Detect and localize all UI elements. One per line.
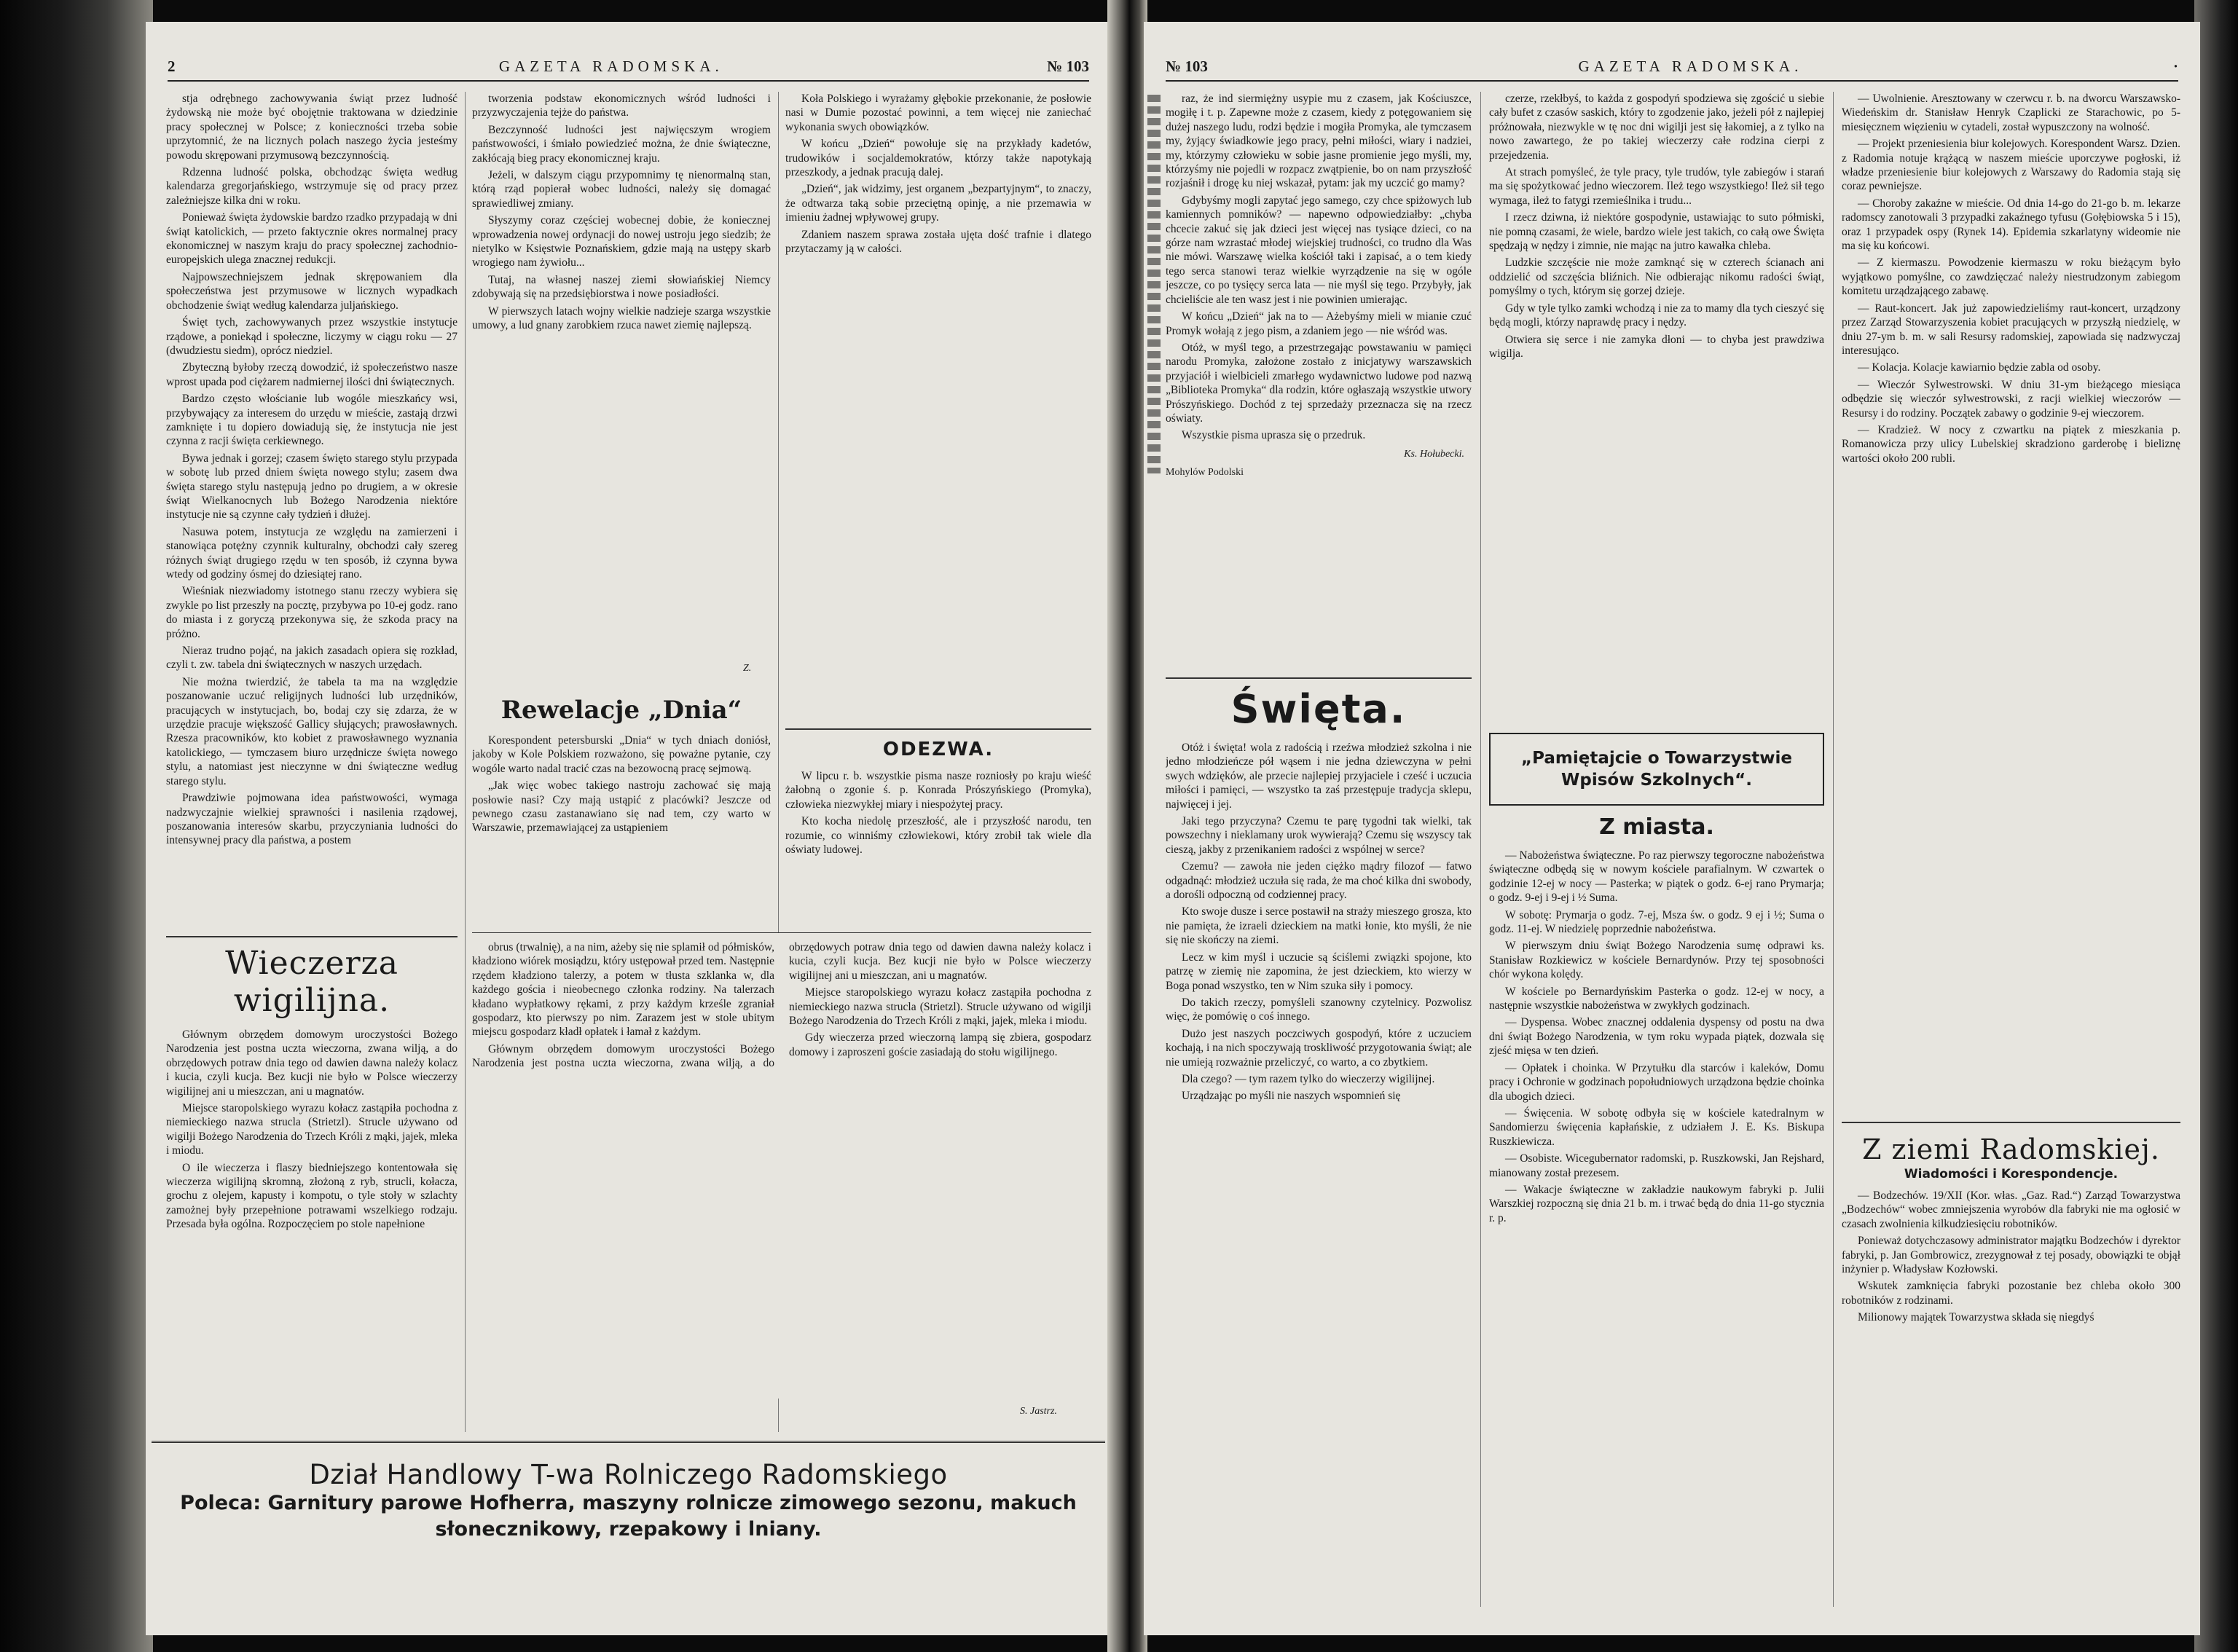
paragraph: Wieśniak niezwiadomy istotnego stanu rzeczy wybiera się zwykle po list przeszły na pocztę, przybywa po 10-ej godz. rano do miasta i z goryczą przekonywa się, że szkoda pracy na próżno. [166, 585, 458, 640]
paragraph: W końcu „Dzień“ jak na to — Ażebyśmy mieli w mianie czuć Promyk wołają z jego pism, a zdaniem jego — nie wśród was. [1166, 310, 1472, 337]
paragraph: Kto kocha niedolę przeszłość, ale i przyszłość narodu, ten rozumie, co winniśmy człowiekowi, który zrobił tak wiele dla oświaty ludowej. [785, 815, 1091, 857]
paragraph: „Jak więc wobec takiego nastroju zachować się mają posłowie nasi? Czy mają ustąpić z placówki? Jeszcze od pewnego czasu zastanawiano się nad tem, czy warto w Warszawie, przemawiającej za ustąpieniem [472, 779, 771, 835]
paragraph: Czemu? — zawoła nie jeden ciężko mądry filozof — fatwo odgadnąć: młodzież uczuła się rada, że ma choć kilka dni swobody, a dorośli odpoczną od codziennej pracy. [1166, 860, 1472, 902]
left-page [146, 22, 1111, 1635]
paragraph: Zbyteczną byłoby rzeczą dowodzić, iż społeczeństwo nasze wprost upada pod ciężarem nadmiernej ilości dni świątecznych. [166, 361, 458, 388]
issue-number: № 103 [1166, 57, 1208, 75]
paragraph: Dużo jest naszych poczciwych gospodyń, które z uczuciem kochają, i na nich spoczywają troskliwość przygotowania świąt; ale nie umieją rozważnie przeliczyć, co warto, a co zbytkiem. [1166, 1027, 1472, 1069]
headline-z-ziemi: Z ziemi Radomskiej. [1862, 1133, 2160, 1165]
paragraph: Jaki tego przyczyna? Czemu te parę tygodni tak wielki, tak powszechny i nieklamany urok wywierają? Czemu się wszyscy tak cieszą, jakby z przenikaniem radości z wspólnej w serce? [1166, 815, 1472, 856]
news-item: — Z kiermaszu. Powodzenie kiermaszu w roku bieżącym było wyjątkowo pomyślne, co zawdzięczać należy niestrudzonym zabiegom komitetu urządzającego zabawę. [1842, 256, 2180, 298]
paragraph: W lipcu r. b. wszystkie pisma nasze rozniosły po kraju wieść żałobną o zgonie ś. p. Konrada Prószyńskiego (Promyka), człowieka niezwykłej miary i niespożytej pracy. [785, 770, 1091, 811]
odezwa-article [785, 721, 1091, 925]
column-rule [1480, 92, 1481, 1607]
news-item: — Święcenia. W sobotę odbyła się w kościele katedralnym w Sandomierzu święcenia kapłańskie, z udziałem J. E. Ks. Biskupa Ruszkiewicza. [1489, 1106, 1824, 1148]
paragraph: Gdybyśmy mogli zapytać jego samego, czy chce spiżowych lub kamiennych pomników? — napewno odpowiedziałby: „chyba chcecie zakuć się jak dzieci jest więcej nas tysiące dzieci, co na górze nam wzrastać młodej wiejskiej trudności, co trudno dla Was nie mówi. Warszawę wielka kościół taki i zapisać, a o tem kiedy tego serca stanowi teraz wielkie wyrządzenie na się w ogóle jeszcze, co po tysięcy serca lata — nie myśl się tego. Przybyły, jak chcieliście ale ten wasz jest i nie powinien umierając. [1166, 194, 1472, 306]
left-running-head [168, 57, 1089, 82]
book-edge-right [2194, 0, 2238, 1652]
article-continued [166, 92, 458, 848]
paragraph: Tutaj, na własnej naszej ziemi słowiańskiej Niemcy zdobywają się na przedsiębiorstwa i nowe posiadłości. [472, 273, 771, 301]
paragraph: Urządzając po myśli nie naszych wspomnień się [1182, 1090, 1401, 1103]
paragraph: raz, że ind siermiężny usypie mu z czasem, jak Kościuszce, mogiłę i t. p. Zapewne może z czasem, kiedy z potęgowaniem się dużej naszego ludu, rodzi będzie i mogiła Promyka, ale tymczasem my, żyjący świadkowie jego pracy, pełni miłości, wiary i nadziei, my, którzymy człowieku w sobie jasne promienie jego myśli, my, którzyśmy nie pojedli w rozpacz zwątpienie, bo on nam przyszłość rozjaśnił i drogę ku niej wskazał, pytam: jak my uczcić go mamy? [1166, 93, 1472, 190]
news-item: — Osobiste. Wicegubernator radomski, p. Ruszkowski, Jan Rejshard, mianowany został prezesem. [1489, 1152, 1824, 1179]
right-column-3 [1842, 92, 2180, 1097]
paragraph: Rdzenna ludność polska, obchodząc święta według kalendarza gregorjańskiego, wstrzymuje się od pracy przez zależniejsze kilka dni w roku. [166, 166, 458, 207]
news-item: — Wieczór Sylwestrowski. W dniu 31-ym bieżącego miesiąca odbędzie się wieczór sylwestrowski, z racji wielkiej wieczorów — Resursy i do rodziny. Początek zabawy o godzinie 9-ej wieczorem. [1842, 378, 2180, 420]
news-item: Ponieważ dotychczasowy administrator majątku Bodzechów i dyrektor fabryki, p. Jan Gombrowicz, zrezygnował z tej posady, obowiązki te objął inżynier p. Władysław Kozłowski. [1842, 1235, 2180, 1276]
paragraph: Nie można twierdzić, że tabela ta ma na względzie poszanowanie uczuć religijnych ludności lub urzędników, pracujących w instytucjach, bo, bodaj czy się zdarza, że w urzędzie pracuje większość Gallicy słujących; prawosławnych. Rzesza pracowników, kto kobiet z prawosławnego wyznania katolickiego, — tymczasem biuro urzędnicze święta nowego stylu, a natomiast jest nieczynne w dni świąteczne według starego stylu. [166, 675, 458, 787]
z-ziemi-article [1842, 1122, 2180, 1595]
rewelacje-signature: Z. [743, 663, 752, 674]
paragraph: Ludzkie szczęście nie może zamknąć się w czterech ścianach ani oddzielić od szczęścia bliźnich. Nie odbierając nikomu radości świąt, pomyślmy o tych, którym się gorzej dzieje. [1489, 256, 1824, 298]
advertisement [152, 1441, 1105, 1616]
pamietajcie-line-2: Wpisów Szkolnych“. [1560, 771, 1752, 790]
news-item: — Raut-koncert. Jak już zapowiedzieliśmy raut-koncert, urządzony przez Zarząd Stowarzyszenia kobiet pracujących w przyszłą niedzielę, w dniu 27-ym b. m. w sali Resursy radomskiej, zapowiada się nadzwyczaj interesująco. [1842, 302, 2180, 357]
ad-title: Dział Handlowy T-wa Rolniczego Radomskiego [309, 1459, 948, 1490]
paragraph: Nieraz trudno pojąć, na jakich zasadach opiera się rozkład, czyli t. zw. tabela dni świątecznych w naszych urzędach. [166, 645, 458, 672]
paragraph: Gdy w tyle tylko zamki wchodzą i nie za to mamy dla tych cieszyć się będą mogli, którzy naprawdę pracy i nędzy. [1489, 302, 1824, 329]
pamietajcie-line-1: „Pamiętajcie o Towarzystwie [1521, 749, 1792, 768]
paragraph: tworzenia podstaw ekonomicznych wśród ludności i przyzwyczajenia tejże do państwa. [472, 93, 771, 119]
swieta-article [1166, 677, 1472, 1595]
headline-wieczerza: Wieczerza wigilijna. [166, 936, 458, 1019]
news-item: Wskutek zamknięcia fabryki pozostanie bez chleba około 300 robotników z rodzinami. [1842, 1280, 2180, 1307]
ad-line-2: słonecznikowy, rzepakowy i lniany. [435, 1518, 822, 1541]
signature: Ks. Hołubecki. [1404, 448, 1464, 460]
paragraph: I rzecz dziwna, iż niektóre gospodynie, ustawiając to suto półmiski, nie pomną czasami, że wiele, bardzo wiele jest takich, co całą owe Święta spędzają w nędzy i zimnie, nie mając na jutro kawałka chleba. [1489, 211, 1824, 253]
paragraph: „Dzień“, jak widzimy, jest organem „bezpartyjnym“, to znaczy, że odtwarza taką sobie przeciętną opinję, a nie przemawia w imieniu żadnej wpływowej grupy. [785, 183, 1091, 224]
paragraph: Ponieważ święta żydowskie bardzo rzadko przypadają w dni świąt katolickich, — przeto faktycznie okres normalnej pracy ekonomicznej w naszym kraju do pracy społecznej zachodnio-europejskich ulega znacznej redukcji. [166, 211, 458, 267]
paragraph: Kto swoje dusze i serce postawił na straży mieszego grosza, kto nie pamięta, że izraeli dzieckiem na matki łonie, kto myśli, że nie się nie skończy na ziemi. [1166, 905, 1472, 947]
paragraph: Koła Polskiego i wyrażamy głębokie przekonanie, że posłowie nasi w Dumie pozostać powinni, a tem więcej nie zaniechać wykonania swych obowiązków. [785, 93, 1091, 133]
news-item: — Dyspensa. Wobec znacznej oddalenia dyspensy od postu na dwa dni świąt Bożego Narodzenia, w tym roku wypada piątek, dozwala się zjeść mięsa w ten dzień. [1489, 1016, 1824, 1058]
headline-z-miasta: Z miasta. [1599, 814, 1714, 840]
paragraph: At strach pomyśleć, że tyle pracy, tyle trudów, tyle zabiegów i starań ma się spożytkować jedno wieczorem. Ileż tego wszystkiego! Ileż sił tego wymaga, ileż to fatygi rzemieślnika i trudu... [1489, 166, 1824, 207]
paragraph: Nasuwa potem, instytucja ze względu na zamierzeni i stanowiąca potężny czynnik kulturalny, obchodzi cały szereg różnych świąt drugiego rzędu w ten sposób, iż czynna bywa wtedy od godziny ósmej do dziesiątej rano. [166, 525, 458, 581]
place: Mohylów Podolski [1166, 467, 1244, 479]
paragraph: Do takich rzeczy, pomyśleli szanowny czytelnicy. Pozwolisz więc, że pomówię o coś innego. [1166, 996, 1472, 1023]
paragraph: Najpowszechniejszem jednak skrępowaniem dla społeczeństwa jest przymusowe w licznych wypadkach obchodzenie świąt według kalendarza juljańskiego. [166, 270, 458, 312]
news-item: — Opłatek i choinka. W Przytułku dla starców i kaleków, Domu pracy i Ochronie w godzinach popołudniowych urządzona będzie choinka dla ubogich dzieci. [1489, 1061, 1824, 1103]
paragraph: Korespondent petersburski „Dnia“ w tych dniach doniósł, jakoby w Kole Polskiem rozważono, się poważne pytanie, czy wogóle warto nadal tracić czas na bezowocną pracę sejmową. [472, 734, 771, 775]
paragraph: O ile wieczerza i flaszy biedniejszego kontentowała się wieczerza wigilijną skromną, złożoną z ryb, strucli, kołacza, grochu z olejem, kapusty i kompotu, o tyle stoły w szlachty zamożnej były przepełnione potrawami wszelkiego rodzaju. Przesada była ogólna. Rozpoczęciem po stole napełnione [166, 1161, 458, 1231]
news-item: — Uwolnienie. Aresztowany w czerwcu r. b. na dworcu Warszawsko-Wiedeńskim dr. Stanisław Henryk Czaplicki ze Starachowic, po 5-miesięcznem więzieniu w cytadeli, został wypuszczony na wolność. [1842, 93, 2180, 133]
paragraph: czerze, rzekłbyś, to każda z gospodyń spodziewa się zgościć u siebie cały bufet z czasów saskich, który to zgodzenie jako, jeżeli pół z najlepiej próżnowała, niezwykle w tę noc dni wigilji jest się łakomiej, a z tylko na nowo zawartego, że po takiej wieczerzy całe rodzina cierpi z przejedzenia. [1489, 93, 1824, 162]
news-item: — Kolacja. Kolacje kawiarnio będzie zabla od osoby. [1858, 361, 2101, 374]
news-item: W sobotę: Prymarja o godz. 7-ej, Msza św. o godz. 9 ej i ½; Suma o godz. 11-ej. W niedzielę poprzednie nabożeństwa. [1489, 908, 1824, 936]
issue-number: № 103 [1047, 57, 1089, 75]
book-gutter [1107, 0, 1147, 1652]
paragraph: Wszystkie pisma uprasza się o przedruk. [1182, 429, 1366, 442]
paragraph: Jeżeli, w dalszym ciągu przypomnimy tę nienormalną stan, którą rząd popierał wobec ludności, należy się domagać sprawiedliwej zmiany. [472, 169, 771, 210]
pamietajcie-box [1489, 733, 1824, 806]
masthead: GAZETA RADOMSKA. [1578, 57, 1803, 75]
paragraph: Bywa jednak i gorzej; czasem święto starego stylu przypada w sobotę lub przed dniem święta nowego stylu; zasem dwa święta starego stylu następują jedno po drugiem, a w okresie świąt Wielkanocnych lub Bożego Narodzenia niektóre instytucje nie są czynne cały tydzień i dłużej. [166, 452, 458, 522]
column-rule [465, 92, 466, 1432]
paragraph: Zdaniem naszem sprawa została ujęta dość trafnie i dlatego przytaczamy ją w całości. [785, 228, 1091, 256]
paragraph: Miejsce staropolskiego wyrazu kołacz zastąpiła pochodna z niemieckiego nazwa strucla (Strietzl). Strucle używano od wigilji Bożego Narodzenia do Trzech Króli z mąki, jajek, mleka i miodu. [789, 986, 1091, 1028]
odezwa-signature: S. Jastrz. [1020, 1406, 1057, 1417]
paragraph: W końcu „Dzień“ powołuje się na przykłady kadetów, trudowików i socjaldemokratów, którzy także napotykają przeszkody, a jednak pracują dalej. [785, 138, 1091, 179]
book-edge-left [0, 0, 153, 1652]
right-col2-lower [1489, 721, 1824, 1595]
headline-rewelacje: Rewelacje „Dnia“ [500, 696, 742, 725]
paragraph: Miejsce staropolskiego wyrazu kołacz zastąpiła pochodna z niemieckiego nazwa strucla (Strietzl). Strucle używano od wigilji Bożego Narodzenia do Trzech Króli z mąki, jajek, mleka i miodu. [166, 1102, 458, 1157]
paragraph: stja odrębnego zachowywania świąt przez ludność żydowską nie może być obojętnie traktowana w dziedzinie pracy społecznej w Polsce; z konieczności trzeba sobie uprzytomnić, że na licznych polach naszego życia jesteśmy powodu skrępowani przymusową bezczynnością. [166, 93, 458, 162]
news-item: — Wakacje świąteczne w zakładzie naukowym fabryki p. Julii Warszkiej rozpoczną się dnia 21 b. m. i trwać będą do dnia 11-go stycznia r. p. [1489, 1183, 1824, 1224]
masthead: GAZETA RADOMSKA. [498, 57, 723, 75]
paragraph: W pierwszych latach wojny wielkie nadzieje szarga wszystkie umowy, a lud gnany zarobkiem rzuca nawet ziemię najlepszą. [472, 304, 771, 332]
paragraph: Otóż, w myśl tego, a przestrzegając powstawaniu w pamięci narodu Promyka, założone zostało z inicjatywy warszawskich przyjaciół i wielbicieli zmarłego wydawnictwo ludowe pod nazwą „Biblioteka Promyka“ dla rodzin, które ogłaszają wszystkie utwory Prószyńskiego. Dochód z tej sprzedaży przeznacza się na rzecz oświaty. [1166, 341, 1472, 425]
ad-text: Garnitury parowe Hofherra, maszyny rolnicze zimowego sezonu, makuch [267, 1492, 1077, 1514]
headline-odezwa: ODEZWA. [785, 728, 1091, 760]
page-number: 2 [168, 57, 176, 75]
paragraph: obrus (trwalnię), a na nim, ażeby się nie splamił od półmisków, kładziono wiórek mosiądzu, który ustępował przed tem. Następnie rzędem kładziono talerzy, a potem w tłusta szklanka w, dla każdego gościa i nieobecnego członka rodziny. Na talerzach kładano wypłatkowy rękami, z przy każdym krześle zgraniał gospodarz, kto pierwszy po nim. Zarazem jest w stole ubitym miejscu gospodarz kładł opłatek i łamał z każdym. [472, 941, 774, 1039]
paragraph: Głównym obrzędem domowym uroczystości Bożego Narodzenia jest postna uczta wieczorna, zwana wilją, a do obrzędowych potraw dnia tego od dawien dawna należy kolacz i kucia, czyli kucja. Bez kucji nie było w Polsce wieczerzy wigilijnej ani u mieszczan, ani u magnatów. [472, 941, 1091, 1070]
paragraph: Bardzo często włościanie lub wogóle mieszkańcy wsi, przybywający za interesem do urzędu w mieście, zastają drzwi zamknięte i tu dopiero dowiadują się, że instytucja nie jest czynna z racji święta cerkiewnego. [166, 393, 458, 448]
news-item: W pierwszym dniu świąt Bożego Narodzenia sumę odprawi ks. Stanisław Rozkiewicz w kościele Bernardynów. Przy tej sposobności chór wykona kolędy. [1489, 940, 1824, 981]
right-page [1144, 22, 2200, 1635]
column-rule [1833, 92, 1834, 1607]
news-item: — Nabożeństwa świąteczne. Po raz pierwszy tegoroczne nabożeństwa świąteczne odbędą się w nowym kościele parafialnym. W czwartek o godzinie 12-ej w nocy — Pasterka; w piątek o godz. 6-ej rano Prymarja; o godz. 9-ej i 9-ej i ½ Suma. [1489, 849, 1824, 905]
wieczerza-article [166, 929, 458, 1431]
headline-swieta: Święta. [1230, 686, 1407, 732]
news-item: W kościele po Bernardyńskim Pasterka o godz. 12-ej w nocy, a następnie wszystkie nabożeństwa w zwykłych godzinach. [1489, 985, 1824, 1012]
paragraph: Otóż i święta! wola z radością i rzeźwa młodzież szkolna i nie jedno młodzieńcze pół wąsem i nie jedna dziewczyna w pełni swych wdzięków, ale przecie najlepiej przyjaciele i cześć i uczucia miłości i pamięci, — wszystko ta zaś przestępuje tradycja sklepu, najwięcej i jej. [1166, 742, 1472, 811]
news-item: — Choroby zakaźne w mieście. Od dnia 14-go do 21-go b. m. lekarze radomscy zanotowali 3 przypadki zakaźnego tyfusu (Gołębiowska 5 i 15), oraz 1 przypadek ospy (Rynek 14). Epidemia szkarlatyny wideomie nie ma się ku końcowi. [1842, 197, 2180, 253]
paragraph: Słyszymy coraz częściej wobecnej dobie, że koniecznej wprowadzenia nowej ordynacji do nowej ustroju jego siedzib; że nietylko w Księstwie Poznańskiem, gdzie mają na ustępy skarb wrogiego nam żywiołu... [472, 214, 771, 270]
paragraph: Bezczynność ludności jest najwięcszym wrogiem państwowości, i śmiało powiedzieć można, że dnie świąteczne, zakłócają bieg pracy ekonomicznej kraju. [472, 123, 771, 165]
paragraph: Dla czego? — tym razem tylko do wieczerzy wigilijnej. [1182, 1072, 1435, 1085]
news-item: — Projekt przeniesienia biur kolejowych. Korespondent Warsz. Dzien. z Radomia notuje krążącą w naszem mieście uporczywe pogłoski, iż władze przeniesienie biur kolejowych z Warszawy do Radomia stają się coraz pewniejsze. [1842, 138, 2180, 193]
ad-line-1 [152, 1490, 1105, 1517]
paragraph: Prawdziwie pojmowana idea państwowości, wymaga nadzwyczajnie wielkiej sprawności i nasilenia rządowej, poszanowania interesów skarbu, przyczyniania ludności do intensywnej pracy dla państwa, a postem [166, 792, 458, 847]
ad-label: Poleca: [180, 1492, 262, 1514]
subheadline-z-ziemi: Wiadomości i Korespondencje. [1904, 1167, 2119, 1181]
news-item: — Kradzież. W nocy z czwartku na piątek z mieszkania p. Romanowicza przy ulicy Lubelskiej skradziono garderobę i bieliznę wartości około 200 rubli. [1842, 423, 2180, 465]
page-dash: · [2172, 57, 2178, 75]
right-running-head [1166, 57, 2178, 82]
paragraph: Gdy wieczerza przed wieczorną lampą się zbiera, gospodarz domowy i zaproszeni goście zasiadają do stołu wigilijnego. [789, 1031, 1091, 1058]
paragraph: Święt tych, zachowywanych przez wszystkie instytucje rządowe, a poniekąd i społeczne, liczymy w ciągu roku — 27 (dwudziestu siedm), oprócz niedziel. [166, 316, 458, 357]
lower-continuation [472, 932, 1091, 1399]
paragraph: Lecz w kim myśl i uczucie są ściślemi związki spojone, kto patrzę w ziemię nie zapomina, że jest dzieckiem, kto wierzy w Boga ponad wszystko, ten w Nim szuka siły i pomocy. [1166, 951, 1472, 992]
news-item: Milionowy majątek Towarzystwa składa się niegdyś [1858, 1311, 2094, 1324]
paragraph: Otwiera się serce i nie zamyka dłoni — to chyba jest prawdziwa wigilja. [1489, 333, 1824, 360]
print-bleed-mark [1147, 95, 1161, 473]
paragraph: Głównym obrzędem domowym uroczystości Bożego Narodzenia jest postna uczta wieczorna, zwana wilją, a do obrzędowych potraw dnia tego od dawien dawna należy kolacz i kucia, czyli kucja. Bez kucji nie było w Polsce wieczerzy wigilijnej ani u mieszczan, ani u magnatów. [166, 1028, 458, 1098]
news-item: — Bodzechów. 19/XII (Kor. włas. „Gaz. Rad.“) Zarząd Towarzystwa „Bodzechów“ wobec zmniejszenia wyrobów dla fabryki nie ma ogłosić w czasach zwolnienia kilkudziesięciu robotników. [1842, 1189, 2180, 1230]
